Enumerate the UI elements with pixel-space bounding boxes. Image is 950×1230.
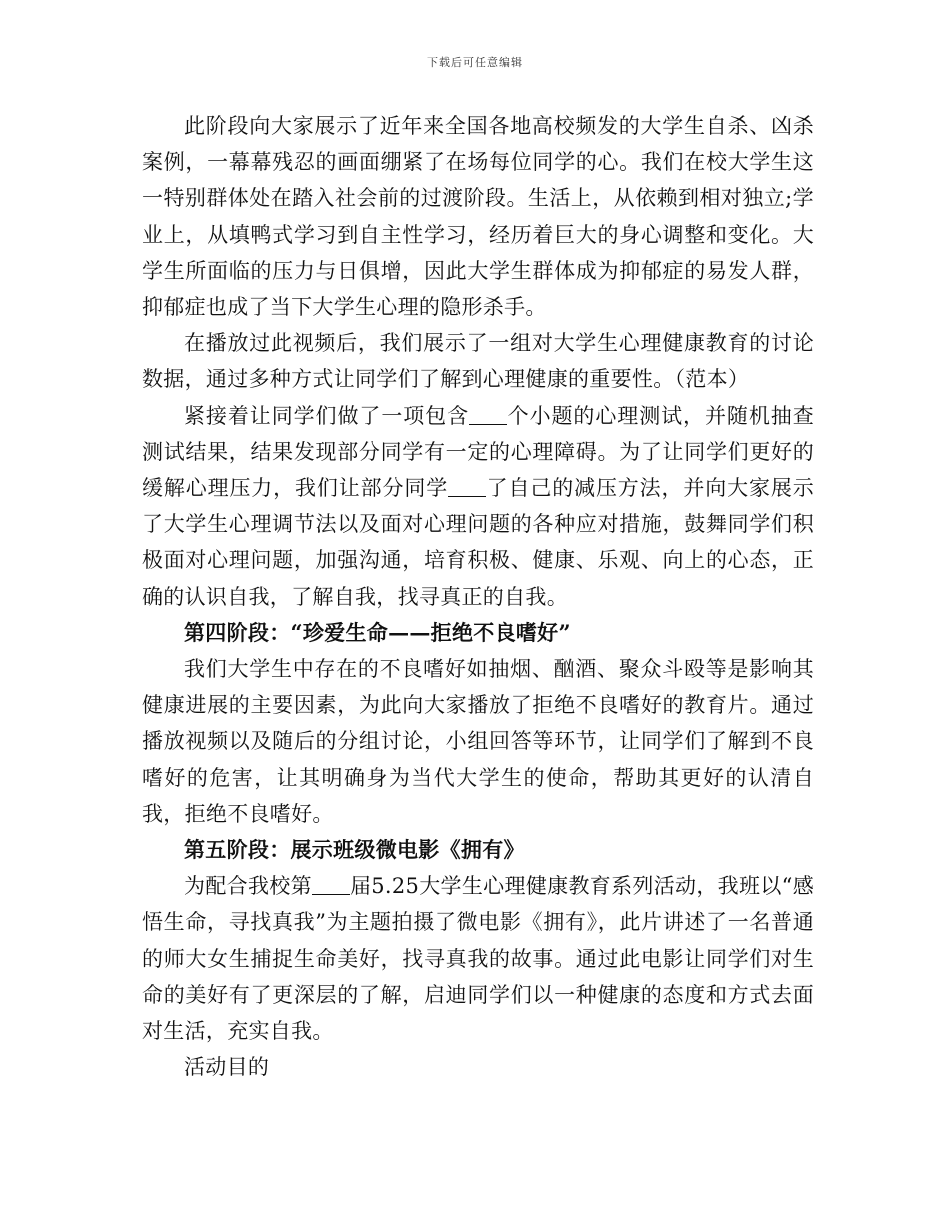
header-note: 下载后可任意编辑 — [427, 56, 523, 69]
paragraph-case-review: 此阶段向大家展示了近年来全国各地高校频发的大学生自杀、凶杀案例，一幕幕残忍的画面绷紧了在场每位同学的心。我们在校大学生这一特别群体处在踏入社会前的过渡阶段。生活上，从依赖到相对独立;学业上，从填鸭式学习到自主性学习，经历着巨大的身心调整和变化。大学生所面临的压力与日俱增，因此大学生群体成为抑郁症的易发人群，抑郁症也成了当下大学生心理的隐形杀手。 — [142, 114, 814, 320]
document-body — [142, 108, 814, 1085]
text-segment: 紧接着让同学们做了一项包含 — [184, 403, 470, 428]
text-segment: 届5.25大学生心理健康教育系列活动，我班以“感悟生命，寻找真我”为主题拍摄了微电影《拥有》，此片讲述了一名普通的师大女生捕捉生命美好，找寻真我的故事。通过此电影让同学们对生命的美好有了更深层的了解，启迪同学们以一种健康的态度和方式去面对生活，充实自我。 — [142, 874, 814, 1044]
paragraph-activity-purpose: 活动目的 — [184, 1055, 270, 1080]
paragraph-video-discussion: 在播放过此视频后，我们展示了一组对大学生心理健康教育的讨论数据，通过多种方式让同学们了解到心理健康的重要性。（范本） — [142, 331, 814, 392]
text-segment: 为配合我校第 — [184, 874, 312, 899]
fill-blank — [469, 403, 507, 425]
fill-blank — [312, 873, 350, 895]
fill-blank — [448, 475, 486, 497]
text-segment: 个小题的心理测试，并随机抽查测试结果，结果发现部分同学有一定的心理障碍。为了让同学们更好的缓解心理压力，我们让部分同学 — [142, 403, 814, 501]
text-segment: 了自己的减压方法，并向大家展示了大学生心理调节法以及面对心理问题的各种应对措施，鼓舞同学们积极面对心理问题，加强沟通，培育积极、健康、乐观、向上的心态，正确的认识自我，了解自我，找寻真正的自我。 — [142, 476, 815, 609]
section-heading-stage-five: 第五阶段：展示班级微电影《拥有》 — [184, 837, 525, 863]
paragraph-psych-test — [142, 398, 814, 615]
paragraph-bad-habits: 我们大学生中存在的不良嗜好如抽烟、酗酒、聚众斗殴等是影响其健康进展的主要因素，为此向大家播放了拒绝不良嗜好的教育片。通过播放视频以及随后的分组讨论，小组回答等环节，让同学们了解到不良嗜好的危害，让其明确身为当代大学生的使命，帮助其更好的认清自我，拒绝不良嗜好。 — [142, 657, 814, 826]
section-heading-stage-four: 第四阶段：“珍爱生命——拒绝不良嗜好” — [184, 619, 571, 645]
paragraph-micro-film — [142, 868, 814, 1049]
